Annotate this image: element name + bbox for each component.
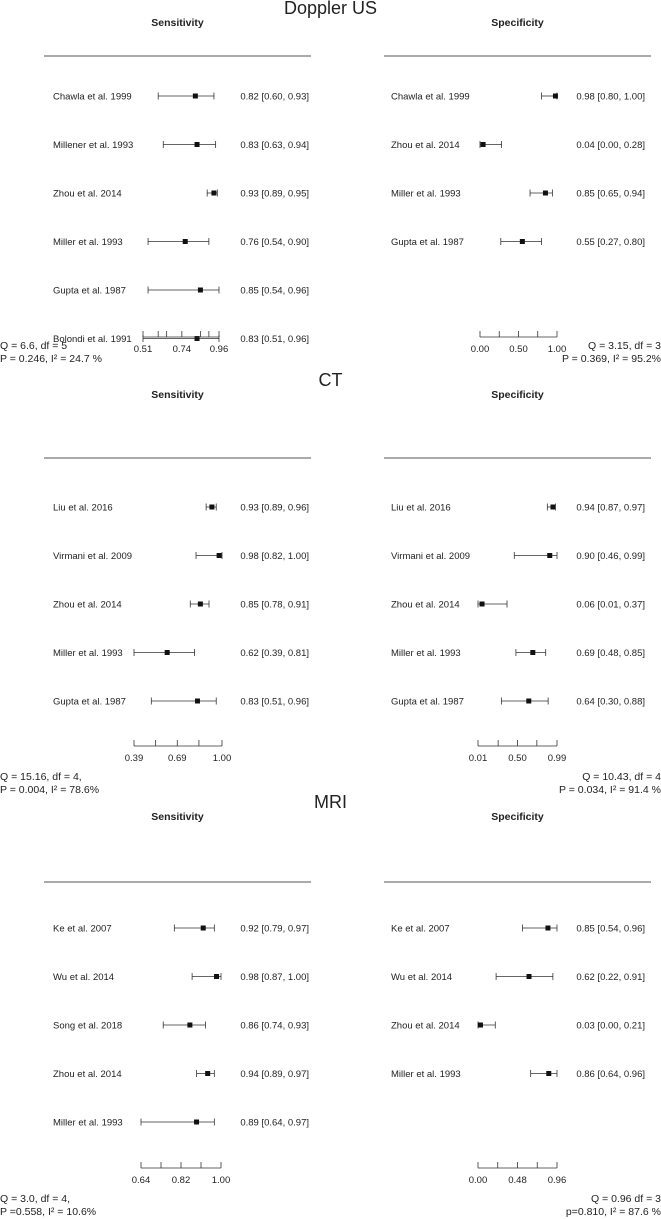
study-ci-text-s1-p1-4: 0.64 [0.30, 0.88]: [576, 696, 645, 708]
study-ci-text-s1-p0-0: 0.93 [0.89, 0.96]: [240, 502, 309, 514]
x-tick-label-s1-p0-0: 0.39: [124, 753, 144, 764]
study-ci-text-s0-p0-1: 0.83 [0.63, 0.94]: [240, 140, 309, 151]
study-label-s1-p1-3: Miller et al. 1993: [391, 648, 461, 659]
study-label-s0-p0-5: Bolondi et al. 1991: [53, 334, 132, 345]
x-tick-label-s1-p1-0: 0.01: [468, 753, 488, 764]
stats-mri-specificity: Q = 0.96 df = 3 p=0.810, I² = 87.6 %: [565, 1193, 661, 1218]
panel-title-s0-p0: Sensitivity: [151, 17, 204, 29]
point-estimate-s1-p0-1: [217, 553, 222, 558]
study-ci-text-s1-p0-1: 0.98 [0.82, 1.00]: [240, 551, 309, 562]
study-ci-text-s0-p1-2: 0.85 [0.65, 0.94]: [576, 188, 645, 200]
x-tick-label-s1-p1-1: 0.50: [508, 753, 527, 764]
study-label-s1-p0-0: Liu et al. 2016: [53, 502, 113, 514]
point-estimate-s0-p1-2: [543, 191, 548, 196]
stats-doppler-specificity: Q = 3.15, df = 3 P = 0.369, I² = 95.2%: [561, 340, 661, 365]
point-estimate-s2-p0-3: [205, 1071, 210, 1076]
point-estimate-s2-p0-2: [187, 1023, 192, 1028]
x-tick-label-s2-p1-1: 0.48: [508, 1175, 527, 1186]
point-estimate-s1-p0-0: [209, 505, 214, 510]
point-estimate-s0-p1-1: [481, 142, 486, 147]
point-estimate-s2-p1-2: [478, 1023, 483, 1028]
study-ci-text-s2-p1-3: 0.86 [0.64, 0.96]: [576, 1069, 645, 1080]
section-title-doppler: Doppler US: [283, 0, 378, 18]
stats-mri-sensitivity: Q = 3.0, df = 4, P =0.558, I² = 10.6%: [0, 1193, 97, 1218]
x-tick-label-s0-p0-0: 0.51: [133, 344, 153, 355]
study-label-s1-p0-1: Virmani et al. 2009: [53, 551, 133, 562]
study-label-s2-p1-0: Ke et al. 2007: [391, 923, 450, 935]
point-estimate-s1-p0-4: [195, 699, 200, 704]
study-ci-text-s1-p0-3: 0.62 [0.39, 0.81]: [240, 648, 309, 659]
study-label-s1-p0-3: Miller et al. 1993: [53, 648, 123, 659]
point-estimate-s0-p0-1: [195, 142, 200, 147]
panel-title-s0-p1: Specificity: [491, 17, 544, 29]
point-estimate-s0-p0-0: [193, 94, 198, 99]
x-tick-label-s0-p0-2: 0.96: [209, 344, 229, 355]
x-tick-label-s0-p1-2: 1.00: [547, 344, 567, 355]
point-estimate-s2-p1-1: [527, 974, 532, 979]
panel-title-s1-p1: Specificity: [491, 389, 544, 401]
panel-title-s2-p1: Specificity: [491, 811, 544, 823]
point-estimate-s0-p0-2: [211, 191, 216, 196]
study-ci-text-s2-p0-3: 0.94 [0.89, 0.97]: [240, 1069, 309, 1080]
study-label-s0-p0-3: Miller et al. 1993: [53, 237, 123, 248]
point-estimate-s1-p1-0: [550, 505, 555, 510]
study-label-s0-p0-1: Millener et al. 1993: [53, 140, 134, 151]
study-label-s2-p1-3: Miller et al. 1993: [391, 1069, 461, 1080]
study-label-s0-p1-3: Gupta et al. 1987: [391, 237, 464, 248]
point-estimate-s1-p1-2: [480, 602, 485, 607]
point-estimate-s2-p0-4: [194, 1120, 199, 1125]
study-ci-text-s1-p1-0: 0.94 [0.87, 0.97]: [576, 502, 645, 514]
study-label-s2-p1-2: Zhou et al. 2014: [391, 1020, 460, 1032]
study-ci-text-s0-p1-3: 0.55 [0.27, 0.80]: [576, 237, 645, 248]
point-estimate-s1-p0-3: [165, 650, 170, 655]
point-estimate-s2-p1-0: [545, 926, 550, 931]
study-label-s0-p0-4: Gupta et al. 1987: [53, 285, 126, 297]
point-estimate-s2-p1-3: [546, 1071, 551, 1076]
study-ci-text-s1-p1-1: 0.90 [0.46, 0.99]: [576, 551, 645, 562]
point-estimate-s1-p1-3: [530, 650, 535, 655]
panel-title-s1-p0: Sensitivity: [151, 389, 204, 401]
x-tick-label-s2-p0-0: 0.64: [131, 1175, 151, 1186]
study-label-s0-p0-2: Zhou et al. 2014: [53, 188, 122, 200]
study-label-s2-p0-3: Zhou et al. 2014: [53, 1069, 122, 1080]
x-tick-label-s0-p1-1: 0.50: [509, 344, 528, 355]
study-ci-text-s0-p1-1: 0.04 [0.00, 0.28]: [576, 140, 645, 151]
point-estimate-s0-p0-4: [198, 288, 203, 293]
study-ci-text-s2-p0-4: 0.89 [0.64, 0.97]: [240, 1117, 309, 1129]
point-estimate-s1-p1-1: [547, 553, 552, 558]
x-tick-label-s0-p1-0: 0.00: [470, 344, 490, 355]
point-estimate-s0-p1-0: [553, 94, 558, 99]
x-tick-label-s2-p0-2: 1.00: [211, 1175, 231, 1186]
study-label-s1-p1-4: Gupta et al. 1987: [391, 696, 464, 708]
study-ci-text-s1-p1-3: 0.69 [0.48, 0.85]: [576, 648, 645, 659]
study-ci-text-s2-p1-0: 0.85 [0.54, 0.96]: [576, 923, 645, 935]
study-label-s2-p0-2: Song et al. 2018: [53, 1020, 123, 1032]
section-title-mri: MRI: [314, 792, 347, 812]
x-tick-label-s1-p0-1: 0.69: [168, 753, 187, 764]
section-title-ct: CT: [318, 370, 343, 390]
study-ci-text-s0-p0-0: 0.82 [0.60, 0.93]: [240, 91, 309, 103]
study-ci-text-s0-p0-5: 0.83 [0.51, 0.96]: [240, 334, 309, 345]
study-label-s0-p0-0: Chawla et al. 1999: [53, 91, 132, 103]
x-tick-label-s1-p1-2: 0.99: [547, 753, 567, 764]
point-estimate-s1-p1-4: [526, 699, 531, 704]
x-tick-label-s1-p0-2: 1.00: [212, 753, 232, 764]
study-ci-text-s1-p1-2: 0.06 [0.01, 0.37]: [576, 599, 645, 611]
point-estimate-s0-p0-3: [183, 239, 188, 244]
x-tick-label-s2-p0-1: 0.82: [171, 1175, 191, 1186]
panel-title-s2-p0: Sensitivity: [151, 811, 204, 823]
study-ci-text-s2-p0-1: 0.98 [0.87, 1.00]: [240, 972, 309, 983]
study-ci-text-s0-p0-2: 0.93 [0.89, 0.95]: [240, 188, 309, 200]
study-ci-text-s0-p1-0: 0.98 [0.80, 1.00]: [576, 91, 645, 103]
study-ci-text-s1-p0-2: 0.85 [0.78, 0.91]: [240, 599, 309, 611]
study-label-s1-p1-2: Zhou et al. 2014: [391, 599, 460, 611]
study-label-s0-p1-0: Chawla et al. 1999: [391, 91, 470, 103]
stats-ct-sensitivity: Q = 15.16, df = 4, P = 0.004, I² = 78.6%: [0, 771, 100, 796]
study-label-s0-p1-1: Zhou et al. 2014: [391, 140, 460, 151]
point-estimate-s2-p0-0: [201, 926, 206, 931]
study-ci-text-s2-p0-0: 0.92 [0.79, 0.97]: [240, 923, 309, 935]
study-label-s1-p0-2: Zhou et al. 2014: [53, 599, 122, 611]
x-tick-label-s0-p0-1: 0.74: [172, 344, 192, 355]
study-label-s0-p1-2: Miller et al. 1993: [391, 188, 461, 200]
point-estimate-s2-p0-1: [214, 974, 219, 979]
x-tick-label-s2-p1-2: 0.96: [547, 1175, 567, 1186]
study-ci-text-s2-p1-1: 0.62 [0.22, 0.91]: [576, 972, 645, 983]
study-label-s2-p0-4: Miller et al. 1993: [53, 1117, 123, 1129]
study-label-s1-p1-1: Virmani et al. 2009: [391, 551, 471, 562]
study-ci-text-s2-p1-2: 0.03 [0.00, 0.21]: [576, 1020, 645, 1032]
study-label-s2-p0-1: Wu et al. 2014: [53, 972, 115, 983]
study-ci-text-s0-p0-4: 0.85 [0.54, 0.96]: [240, 285, 309, 297]
stats-doppler-sensitivity: Q = 6.6, df = 5 P = 0.246, I² = 24.7 %: [0, 340, 102, 365]
study-label-s2-p1-1: Wu et al. 2014: [391, 972, 453, 983]
study-ci-text-s0-p0-3: 0.76 [0.54, 0.90]: [240, 237, 309, 248]
x-tick-label-s2-p1-0: 0.00: [468, 1175, 488, 1186]
stats-ct-specificity: Q = 10.43, df = 4 P = 0.034, I² = 91.4 %: [559, 771, 661, 796]
study-label-s1-p1-0: Liu et al. 2016: [391, 502, 451, 514]
study-ci-text-s1-p0-4: 0.83 [0.51, 0.96]: [240, 696, 309, 708]
study-label-s1-p0-4: Gupta et al. 1987: [53, 696, 126, 708]
point-estimate-s0-p1-3: [520, 239, 525, 244]
point-estimate-s1-p0-2: [198, 602, 203, 607]
study-label-s2-p0-0: Ke et al. 2007: [53, 923, 112, 935]
study-ci-text-s2-p0-2: 0.86 [0.74, 0.93]: [240, 1020, 309, 1032]
